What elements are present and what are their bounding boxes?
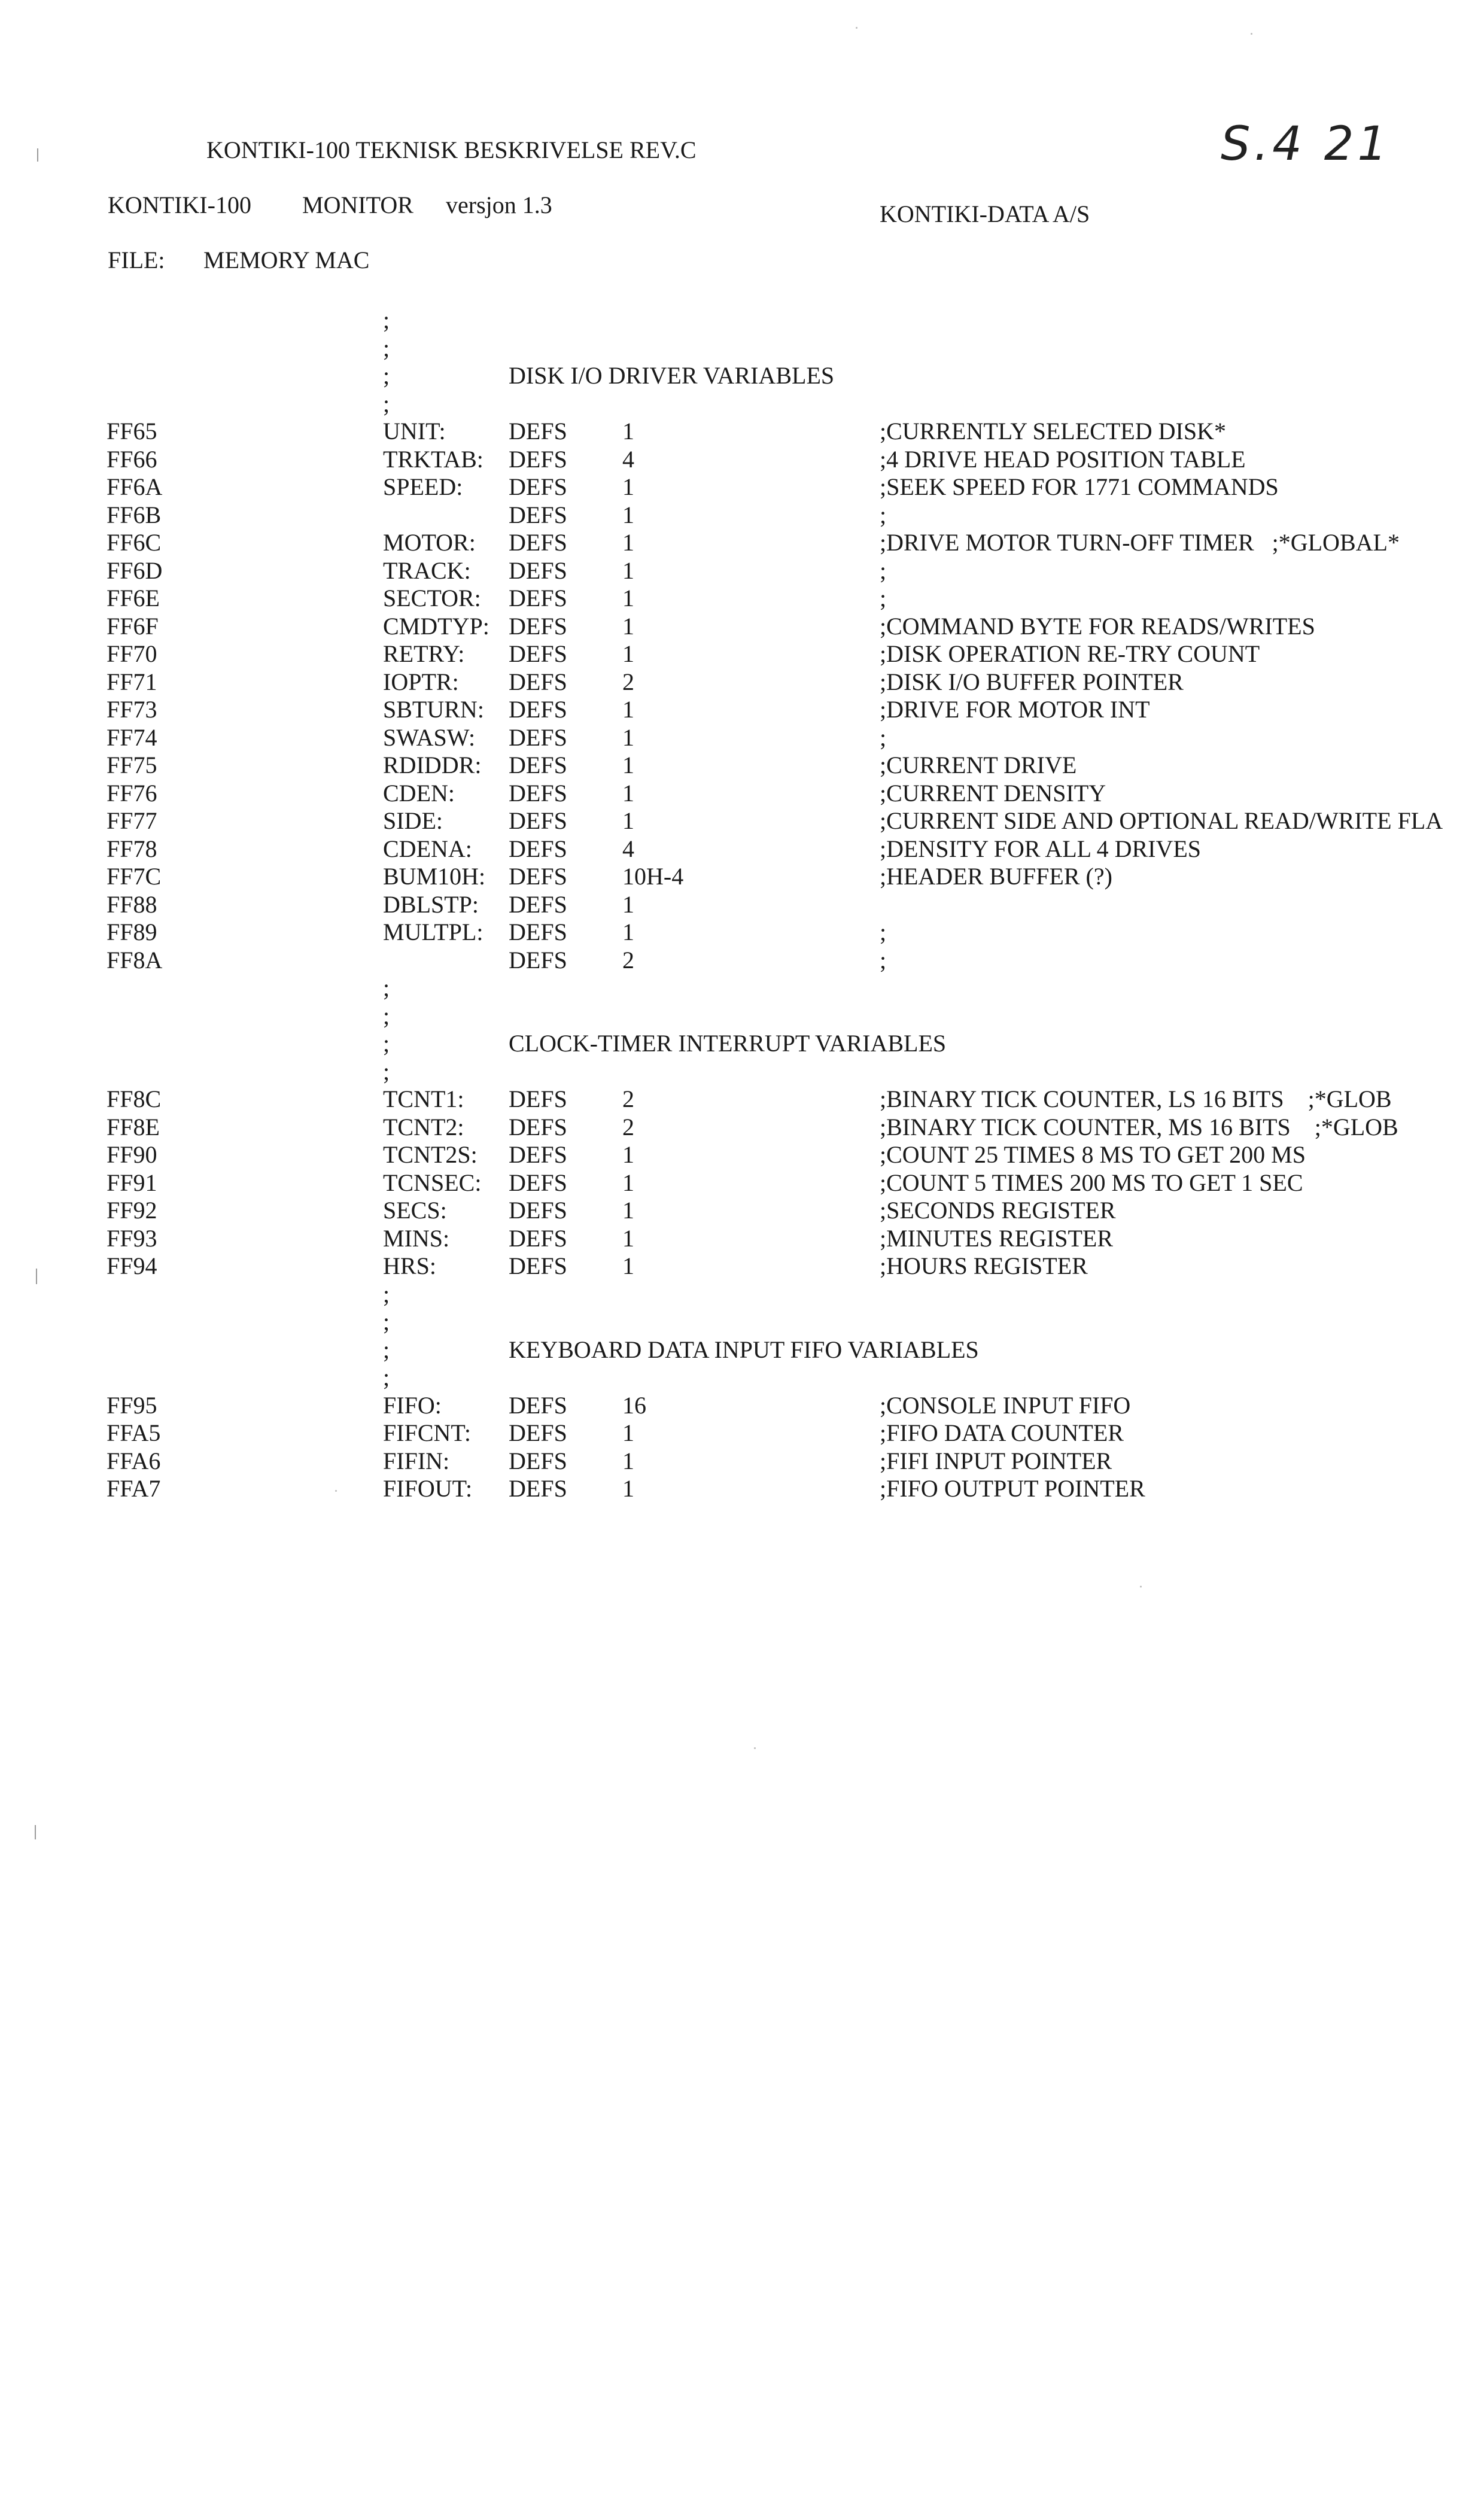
listing-label: ;: [383, 306, 390, 333]
listing-operand: 1: [622, 779, 634, 807]
listing-opcode: DEFS: [509, 807, 567, 834]
listing-opcode: DEFS: [509, 752, 567, 778]
listing-operand: 1: [622, 501, 634, 528]
listing-label: FIFO:: [383, 1391, 442, 1419]
listing-opcode: DEFS: [509, 1113, 567, 1141]
listing-operand: 4: [622, 835, 634, 862]
listing-address: FF70: [107, 640, 157, 667]
listing-operand: 1: [622, 723, 634, 751]
version-label: versjon 1.3: [446, 191, 552, 218]
listing-label: CDENA:: [383, 835, 472, 862]
listing-comment: ;FIFI INPUT POINTER: [880, 1447, 1112, 1474]
listing-address: FF89: [107, 919, 157, 945]
file-name: MEMORY MAC: [203, 247, 370, 273]
listing-comment: ;DISK OPERATION RE-TRY COUNT: [880, 640, 1260, 667]
listing-comment: ;: [880, 946, 887, 974]
listing-comment: ;SEEK SPEED FOR 1771 COMMANDS: [880, 473, 1279, 500]
listing-operand: 1: [622, 807, 634, 834]
listing-operand: 10H-4: [622, 863, 684, 890]
listing-address: FF74: [107, 723, 157, 751]
listing-address: FFA5: [107, 1419, 161, 1446]
listing-address: FFA7: [107, 1475, 161, 1502]
listing-operand: 2: [622, 946, 634, 974]
listing-label: ;: [383, 1364, 390, 1391]
file-label: FILE:: [108, 247, 165, 273]
listing-address: FF75: [107, 752, 157, 778]
listing-label: SECTOR:: [383, 585, 481, 612]
listing-operand: 1: [622, 752, 634, 778]
listing-comment: ;: [880, 585, 887, 612]
listing-comment: ;CONSOLE INPUT FIFO: [880, 1391, 1131, 1419]
listing-comment: ;BINARY TICK COUNTER, LS 16 BITS ;*GLOB: [880, 1085, 1392, 1112]
listing-operand: 2: [622, 1113, 634, 1141]
listing-label: BUM10H:: [383, 863, 486, 890]
listing-comment: ;MINUTES REGISTER: [880, 1224, 1113, 1252]
listing-opcode: KEYBOARD DATA INPUT FIFO VARIABLES: [509, 1336, 979, 1363]
listing-address: FF6D: [107, 556, 163, 584]
scan-speck: [335, 1490, 337, 1492]
listing-opcode: DEFS: [509, 863, 567, 890]
listing-operand: 2: [622, 1085, 634, 1112]
listing-label: CMDTYP:: [383, 612, 489, 640]
listing-opcode: DEFS: [509, 668, 567, 695]
listing-comment: ;FIFO OUTPUT POINTER: [880, 1475, 1145, 1502]
listing-opcode: DEFS: [509, 1419, 567, 1446]
listing-label: TCNSEC:: [383, 1169, 482, 1196]
listing-label: FIFIN:: [383, 1447, 450, 1474]
listing-label: RDIDDR:: [383, 752, 482, 778]
listing-address: FF71: [107, 668, 157, 695]
listing-label: SBTURN:: [383, 696, 484, 723]
listing-opcode: DEFS: [509, 473, 567, 500]
listing-label: ;: [383, 1280, 390, 1307]
listing-opcode: DEFS: [509, 1197, 567, 1224]
listing-address: FF88: [107, 890, 157, 918]
listing-comment: ;: [880, 723, 887, 751]
listing-operand: 1: [622, 1419, 634, 1446]
scan-mark: [37, 148, 38, 162]
listing-opcode: DEFS: [509, 696, 567, 723]
listing-comment: ;COUNT 5 TIMES 200 MS TO GET 1 SEC: [880, 1169, 1303, 1196]
listing-opcode: DEFS: [509, 1141, 567, 1168]
listing-comment: ;CURRENTLY SELECTED DISK*: [880, 418, 1226, 445]
listing-comment: ;FIFO DATA COUNTER: [880, 1419, 1124, 1446]
listing-comment: ;DISK I/O BUFFER POINTER: [880, 668, 1184, 695]
listing-label: UNIT:: [383, 418, 446, 445]
listing-comment: ;DRIVE FOR MOTOR INT: [880, 696, 1150, 723]
scan-speck: [754, 1747, 756, 1749]
listing-label: ;: [383, 362, 390, 389]
listing-opcode: DEFS: [509, 1391, 567, 1419]
listing-label: FIFOUT:: [383, 1475, 473, 1502]
listing-comment: ;HEADER BUFFER (?): [880, 863, 1112, 890]
listing-label: ;: [383, 1030, 390, 1057]
listing-comment: ;DRIVE MOTOR TURN-OFF TIMER ;*GLOBAL*: [880, 529, 1400, 556]
handwritten-page-mark: S.4 21: [1221, 117, 1391, 171]
monitor-label: MONITOR: [302, 191, 413, 218]
listing-operand: 1: [622, 1141, 634, 1168]
listing-comment: ;HOURS REGISTER: [880, 1252, 1088, 1279]
company-name: KONTIKI-DATA A/S: [880, 200, 1090, 227]
listing-address: FF8E: [107, 1113, 160, 1141]
scan-mark: [35, 1825, 36, 1839]
listing-opcode: DEFS: [509, 640, 567, 667]
listing-operand: 1: [622, 919, 634, 945]
listing-address: FF65: [107, 418, 157, 445]
listing-operand: 2: [622, 668, 634, 695]
listing-label: SECS:: [383, 1197, 447, 1224]
listing-label: HRS:: [383, 1252, 436, 1279]
listing-address: FF91: [107, 1169, 157, 1196]
listing-operand: 1: [622, 612, 634, 640]
listing-address: FF78: [107, 835, 157, 862]
listing-address: FF66: [107, 445, 157, 473]
listing-comment: ;COMMAND BYTE FOR READS/WRITES: [880, 612, 1315, 640]
listing-opcode: DEFS: [509, 946, 567, 974]
listing-operand: 1: [622, 556, 634, 584]
listing-comment: ;: [880, 556, 887, 584]
listing-opcode: DEFS: [509, 612, 567, 640]
listing-label: ;: [383, 1308, 390, 1335]
listing-comment: ;: [880, 919, 887, 945]
listing-opcode: DEFS: [509, 1475, 567, 1502]
listing-label: ;: [383, 334, 390, 361]
listing-address: FF6B: [107, 501, 162, 528]
listing-opcode: DEFS: [509, 445, 567, 473]
listing-label: SPEED:: [383, 473, 463, 500]
listing-address: FFA6: [107, 1447, 161, 1474]
listing-address: FF92: [107, 1197, 157, 1224]
listing-label: ;: [383, 974, 390, 1001]
listing-opcode: DISK I/O DRIVER VARIABLES: [509, 362, 835, 389]
listing-address: FF8A: [107, 946, 163, 974]
listing-opcode: DEFS: [509, 835, 567, 862]
listing-comment: ;DENSITY FOR ALL 4 DRIVES: [880, 835, 1202, 862]
listing-opcode: DEFS: [509, 1224, 567, 1252]
listing-comment: ;BINARY TICK COUNTER, MS 16 BITS ;*GLOB: [880, 1113, 1398, 1141]
listing-opcode: DEFS: [509, 501, 567, 528]
listing-opcode: DEFS: [509, 723, 567, 751]
listing-label: SWASW:: [383, 723, 476, 751]
listing-operand: 1: [622, 473, 634, 500]
listing-operand: 1: [622, 696, 634, 723]
listing-comment: ;CURRENT DENSITY: [880, 779, 1106, 807]
listing-address: FF90: [107, 1141, 157, 1168]
listing-address: FF6F: [107, 612, 159, 640]
scan-mark: [36, 1269, 37, 1284]
listing-opcode: DEFS: [509, 418, 567, 445]
listing-operand: 1: [622, 529, 634, 556]
listing-label: TCNT2:: [383, 1113, 464, 1141]
listing-address: FF8C: [107, 1085, 162, 1112]
listing-label: SIDE:: [383, 807, 443, 834]
listing-address: FF7C: [107, 863, 162, 890]
listing-comment: ;4 DRIVE HEAD POSITION TABLE: [880, 445, 1246, 473]
listing-address: FF6C: [107, 529, 162, 556]
listing-address: FF6E: [107, 585, 160, 612]
listing-operand: 4: [622, 445, 634, 473]
listing-label: TRKTAB:: [383, 445, 483, 473]
listing-opcode: DEFS: [509, 1085, 567, 1112]
listing-comment: ;COUNT 25 TIMES 8 MS TO GET 200 MS: [880, 1141, 1306, 1168]
listing-label: MULTPL:: [383, 919, 483, 945]
listing-opcode: CLOCK-TIMER INTERRUPT VARIABLES: [509, 1030, 947, 1057]
listing-opcode: DEFS: [509, 890, 567, 918]
listing-operand: 1: [622, 1252, 634, 1279]
listing-opcode: DEFS: [509, 1252, 567, 1279]
listing-label: DBLSTP:: [383, 890, 479, 918]
listing-address: FF73: [107, 696, 157, 723]
scan-speck: [1251, 33, 1252, 35]
listing-label: MINS:: [383, 1224, 450, 1252]
listing-opcode: DEFS: [509, 919, 567, 945]
listing-address: FF76: [107, 779, 157, 807]
listing-label: ;: [383, 390, 390, 417]
listing-address: FF77: [107, 807, 157, 834]
listing-address: FF94: [107, 1252, 157, 1279]
listing-address: FF93: [107, 1224, 157, 1252]
listing-address: FF95: [107, 1391, 157, 1419]
scan-speck: [1140, 1586, 1142, 1588]
listing-label: ;: [383, 1057, 390, 1085]
listing-label: TCNT1:: [383, 1085, 464, 1112]
listing-comment: ;CURRENT SIDE AND OPTIONAL READ/WRITE FLA: [880, 807, 1443, 834]
listing-opcode: DEFS: [509, 556, 567, 584]
listing-label: FIFCNT:: [383, 1419, 471, 1446]
listing-operand: 1: [622, 585, 634, 612]
listing-label: IOPTR:: [383, 668, 459, 695]
listing-operand: 1: [622, 1475, 634, 1502]
system-name: KONTIKI-100: [108, 191, 251, 218]
listing-label: TCNT2S:: [383, 1141, 478, 1168]
listing-operand: 1: [622, 640, 634, 667]
listing-operand: 1: [622, 1169, 634, 1196]
listing-operand: 1: [622, 1197, 634, 1224]
listing-label: ;: [383, 1002, 390, 1029]
listing-operand: 16: [622, 1391, 646, 1419]
listing-operand: 1: [622, 890, 634, 918]
listing-operand: 1: [622, 1447, 634, 1474]
listing-opcode: DEFS: [509, 779, 567, 807]
listing-opcode: DEFS: [509, 1169, 567, 1196]
listing-opcode: DEFS: [509, 1447, 567, 1474]
listing-label: CDEN:: [383, 779, 455, 807]
document-title: KONTIKI-100 TEKNISK BESKRIVELSE REV.C: [206, 136, 697, 163]
listing-label: ;: [383, 1336, 390, 1363]
listing-label: MOTOR:: [383, 529, 476, 556]
listing-operand: 1: [622, 1224, 634, 1252]
listing-label: RETRY:: [383, 640, 465, 667]
listing-opcode: DEFS: [509, 529, 567, 556]
listing-comment: ;: [880, 501, 887, 528]
listing-operand: 1: [622, 418, 634, 445]
listing-label: TRACK:: [383, 556, 471, 584]
listing-comment: ;SECONDS REGISTER: [880, 1197, 1116, 1224]
listing-address: FF6A: [107, 473, 163, 500]
scan-speck: [856, 27, 857, 29]
listing-comment: ;CURRENT DRIVE: [880, 752, 1077, 778]
listing-opcode: DEFS: [509, 585, 567, 612]
